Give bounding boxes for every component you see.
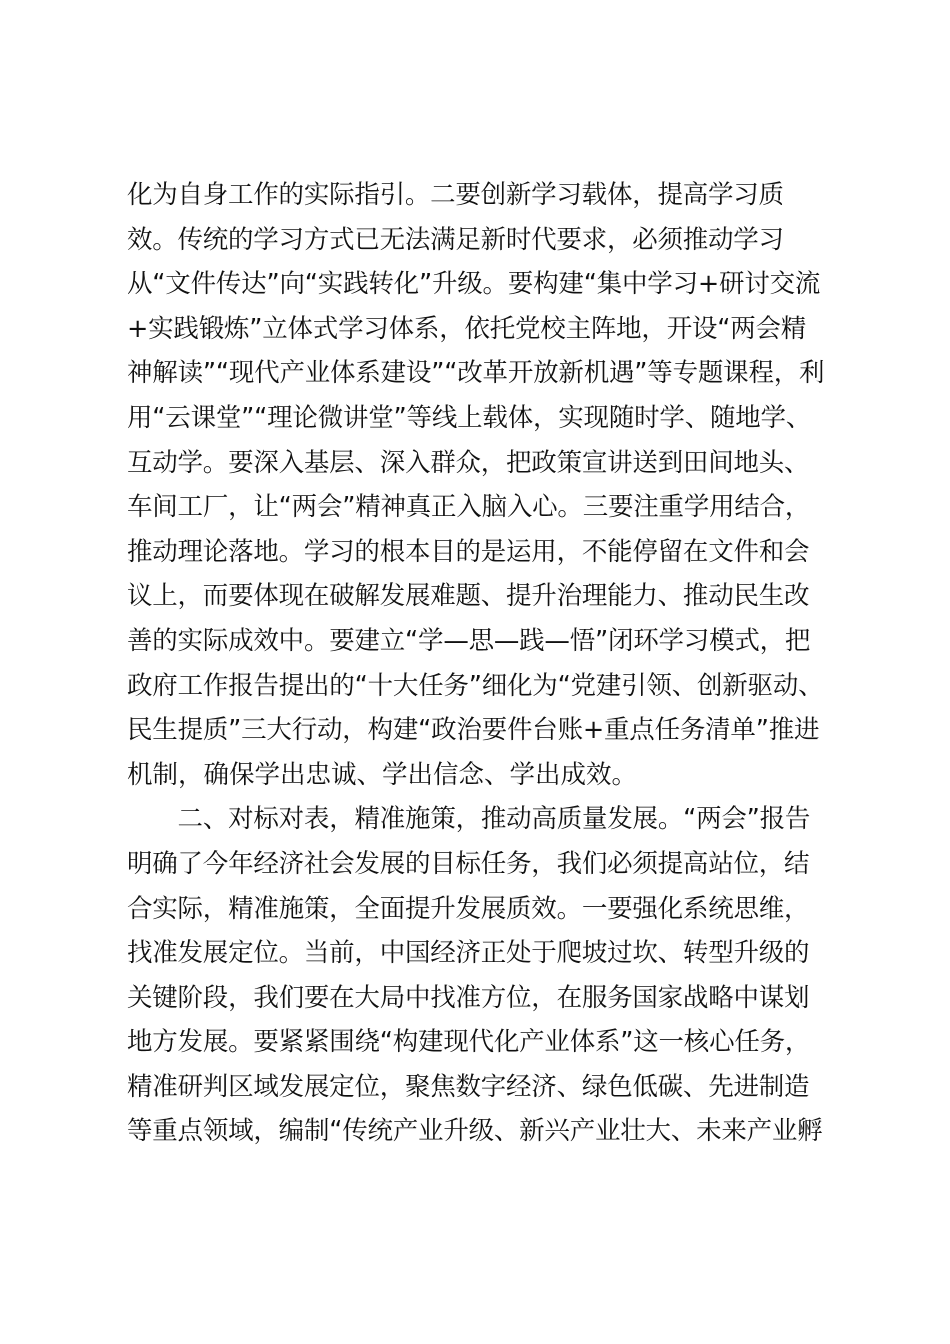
text-line: 善的实际成效中。要建立“学—思—践—悟”闭环学习模式，把 xyxy=(127,625,811,656)
text-line: 车间工厂，让“两会”精神真正入脑入心。三要注重学用结合， xyxy=(127,492,811,523)
text-line: 效。传统的学习方式已无法满足新时代要求，必须推动学习 xyxy=(127,224,784,255)
text-line: +实践锻炼”立体式学习体系，依托党校主阵地，开设“两会精 xyxy=(127,313,807,344)
text-line: 互动学。要深入基层、深入群众，把政策宣讲送到田间地头、 xyxy=(127,447,810,478)
text-line: 议上，而要体现在破解发展难题、提升治理能力、推动民生改 xyxy=(127,581,810,612)
text-line: 地方发展。要紧紧围绕“构建现代化产业体系”这一核心任务， xyxy=(127,1027,811,1058)
text-line: 精准研判区域发展定位，聚焦数字经济、绿色低碳、先进制造 xyxy=(127,1071,810,1102)
text-line: 找准发展定位。当前，中国经济正处于爬坡过坎、转型升级的 xyxy=(127,938,810,969)
text-line: 等重点领域，编制“传统产业升级、新兴产业壮大、未来产业孵 xyxy=(127,1116,823,1147)
text-line: 机制，确保学出忠诚、学出信念、学出成效。 xyxy=(127,759,638,790)
text-line: 民生提质”三大行动，构建“政治要件台账+重点任务清单”推进 xyxy=(127,715,820,746)
text-line: 从“文件传达”向“实践转化”升级。要构建“集中学习+研讨交流 xyxy=(127,269,821,300)
text-line: 关键阶段，我们要在大局中找准方位，在服务国家战略中谋划 xyxy=(127,982,810,1013)
body-text xyxy=(127,173,837,1154)
text-line: 推动理论落地。学习的根本目的是运用，不能停留在文件和会 xyxy=(127,536,810,567)
text-line: 神解读”“现代产业体系建设”“改革开放新机遇”等专题课程，利 xyxy=(127,358,825,389)
text-line: 二、对标对表，精准施策，推动高质量发展。“两会”报告 xyxy=(127,804,811,835)
text-line: 明确了今年经济社会发展的目标任务，我们必须提高站位，结 xyxy=(127,848,810,879)
text-line: 政府工作报告提出的“十大任务”细化为“党建引领、创新驱动、 xyxy=(127,670,824,701)
text-line: 合实际，精准施策，全面提升发展质效。一要强化系统思维， xyxy=(127,893,810,924)
text-line: 用“云课堂”“理论微讲堂”等线上载体，实现随时学、随地学、 xyxy=(127,402,812,433)
text-line: 化为自身工作的实际指引。二要创新学习载体，提高学习质 xyxy=(127,180,784,210)
